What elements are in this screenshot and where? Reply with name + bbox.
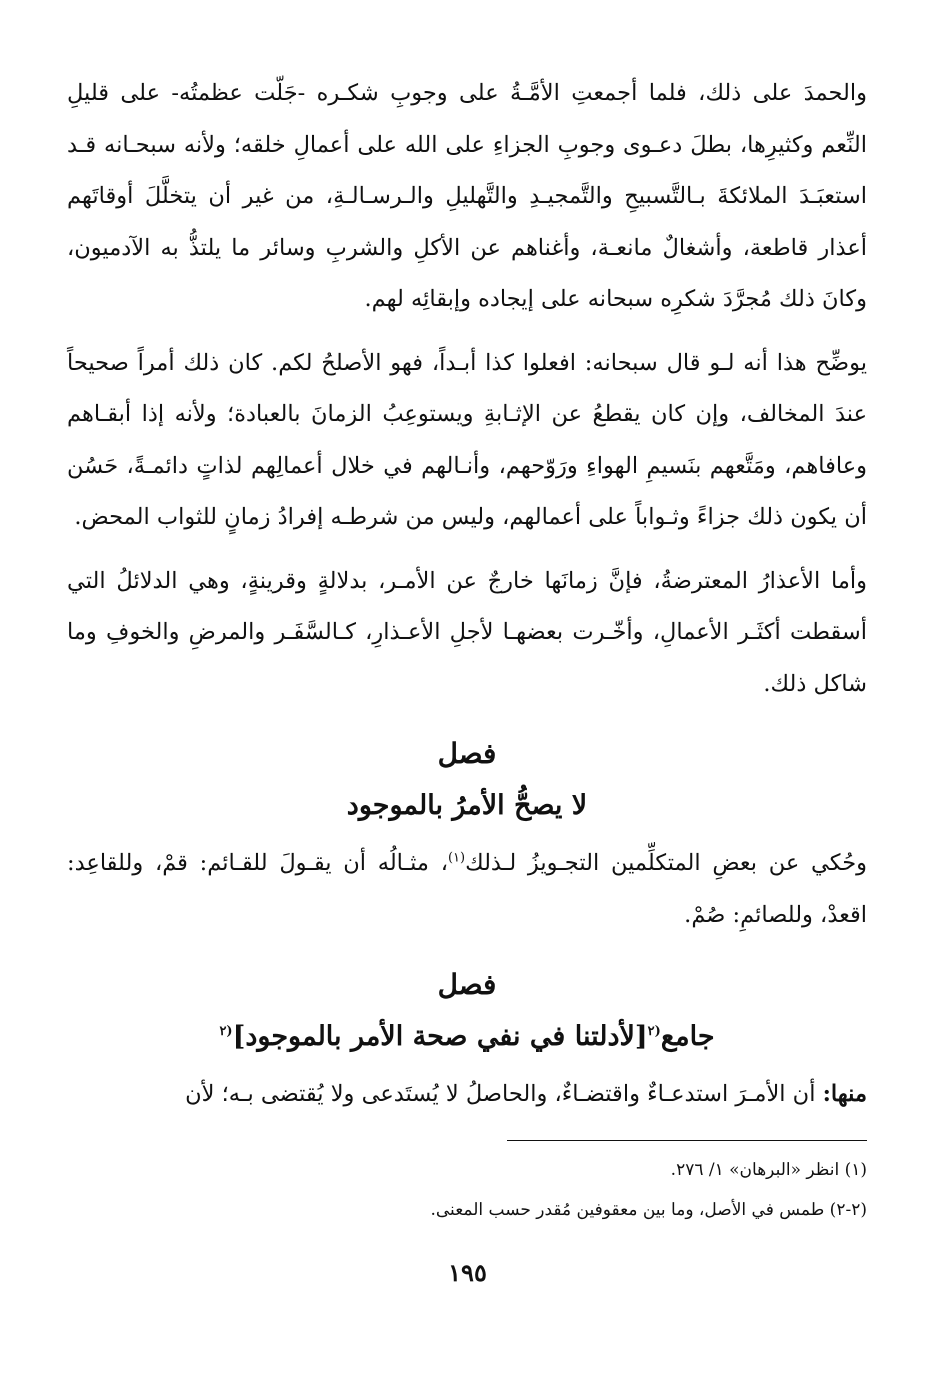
section-2-lead: منها:	[822, 1081, 867, 1107]
footnote-divider	[507, 1140, 867, 1141]
section-1-paragraph	[67, 838, 867, 941]
footnote-ref-2-open: (٢	[647, 1024, 661, 1039]
section-2-text: أن الأمـرَ استدعـاءٌ واقتضـاءٌ، والحاصلُ لا يُستَدعى ولا يُقتضى بـه؛ لأن	[185, 1081, 823, 1107]
section-2-subheading-main: [لأدلتنا في نفي صحة الأمر بالموجود]	[232, 1021, 648, 1052]
paragraph-clarification: يوضِّح هذا أنه لـو قال سبحانه: افعلوا كذا أبـداً، فهو الأصلحُ لكم. كان ذلك أمراً صحيحاً عندَ المخالف، وإن كان يقطعُ عن الإثـابةِ ويستوعِبُ الزمانَ بالعبادة؛ ولأنه إذا أبقـاهم وعافاهم، ومَتَّعهم بنَسيمِ الهواءِ ورَوّحهم، وأنـالهم في خلال أعمالِهم لذاتٍ دائمـةً، حَسُن أن يكون ذلك جزاءً وثـواباً على أعمالهم، وليس من شرطـه إفرادُ زمانٍ للثواب المحض.	[67, 349, 867, 530]
footnote-ref-1: (١)	[447, 850, 466, 866]
section-2-heading: فصل	[437, 968, 497, 1001]
section-2-subheading-lead: جامع	[660, 1021, 715, 1052]
paragraph-praise: والحمدَ على ذلك، فلما أجمعتِ الأمَّـةُ على وجوبِ شكـره -جَلّت عظمتُه- على قليلِ النِّعم وكثيرِها، بطلَ دعـوى وجوبِ الجزاءِ على الله على أعمالِ خلقه؛ ولأنه سبحـانه قـد استعبَـدَ الملائكةَ بـالتَّسبيحِ والتَّمجيـدِ والتَّهليلِ والـرسـالـةِ، من غير أن يتخلَّلَ أوقاتَهم أعذار قاطعة، وأشغالٌ مانعـة، وأغناهم عن الأكلِ والشربِ وسائر ما يلتذُّ به الآدميون، وكانَ ذلك مُجرَّدَ شكرِه سبحانه على إيجاده وإبقائِه لهم.	[67, 80, 867, 312]
section-1-text-after: ، مثـالُه أن يقـولَ للقـائم: قمْ، وللقاعِد: اقعدْ، وللصائمِ: صُمْ.	[67, 850, 867, 928]
section-2	[67, 959, 867, 1121]
section-1	[67, 728, 867, 941]
footnote-2: (٢-٢) طمس في الأصل، وما بين معقوفين مُقدر حسب المعنى.	[430, 1200, 867, 1220]
footnote-1: (١) انظر «البرهان» ١/ ٢٧٦.	[670, 1160, 867, 1180]
footnote-ref-2-close: (٢	[219, 1024, 233, 1039]
section-2-subheading	[67, 1011, 867, 1063]
section-2-first-line	[67, 1069, 867, 1121]
section-1-subheading: لا يصحُّ الأمرُ بالموجود	[346, 790, 588, 821]
footnotes	[67, 1150, 867, 1230]
page-body	[67, 68, 867, 1121]
section-1-heading: فصل	[437, 737, 497, 770]
section-1-text-before: وحُكي عن بعضِ المتكلِّمين التجـويزُ لـذلك	[465, 850, 868, 876]
paragraph-excuses: وأما الأعذارُ المعترضةُ، فإنَّ زمانَها خارجٌ عن الأمـر، بدلالةٍ وقرينةٍ، وهي الدلائلُ التي أسقطت أكثَـر الأعمالِ، وأخّـرت بعضهـا لأجلِ الأعـذارِ، كـالسَّفَـر والمرضِ والخوفِ وما شاكل ذلك.	[67, 567, 867, 697]
page-number: ١٩٥	[448, 1258, 487, 1287]
